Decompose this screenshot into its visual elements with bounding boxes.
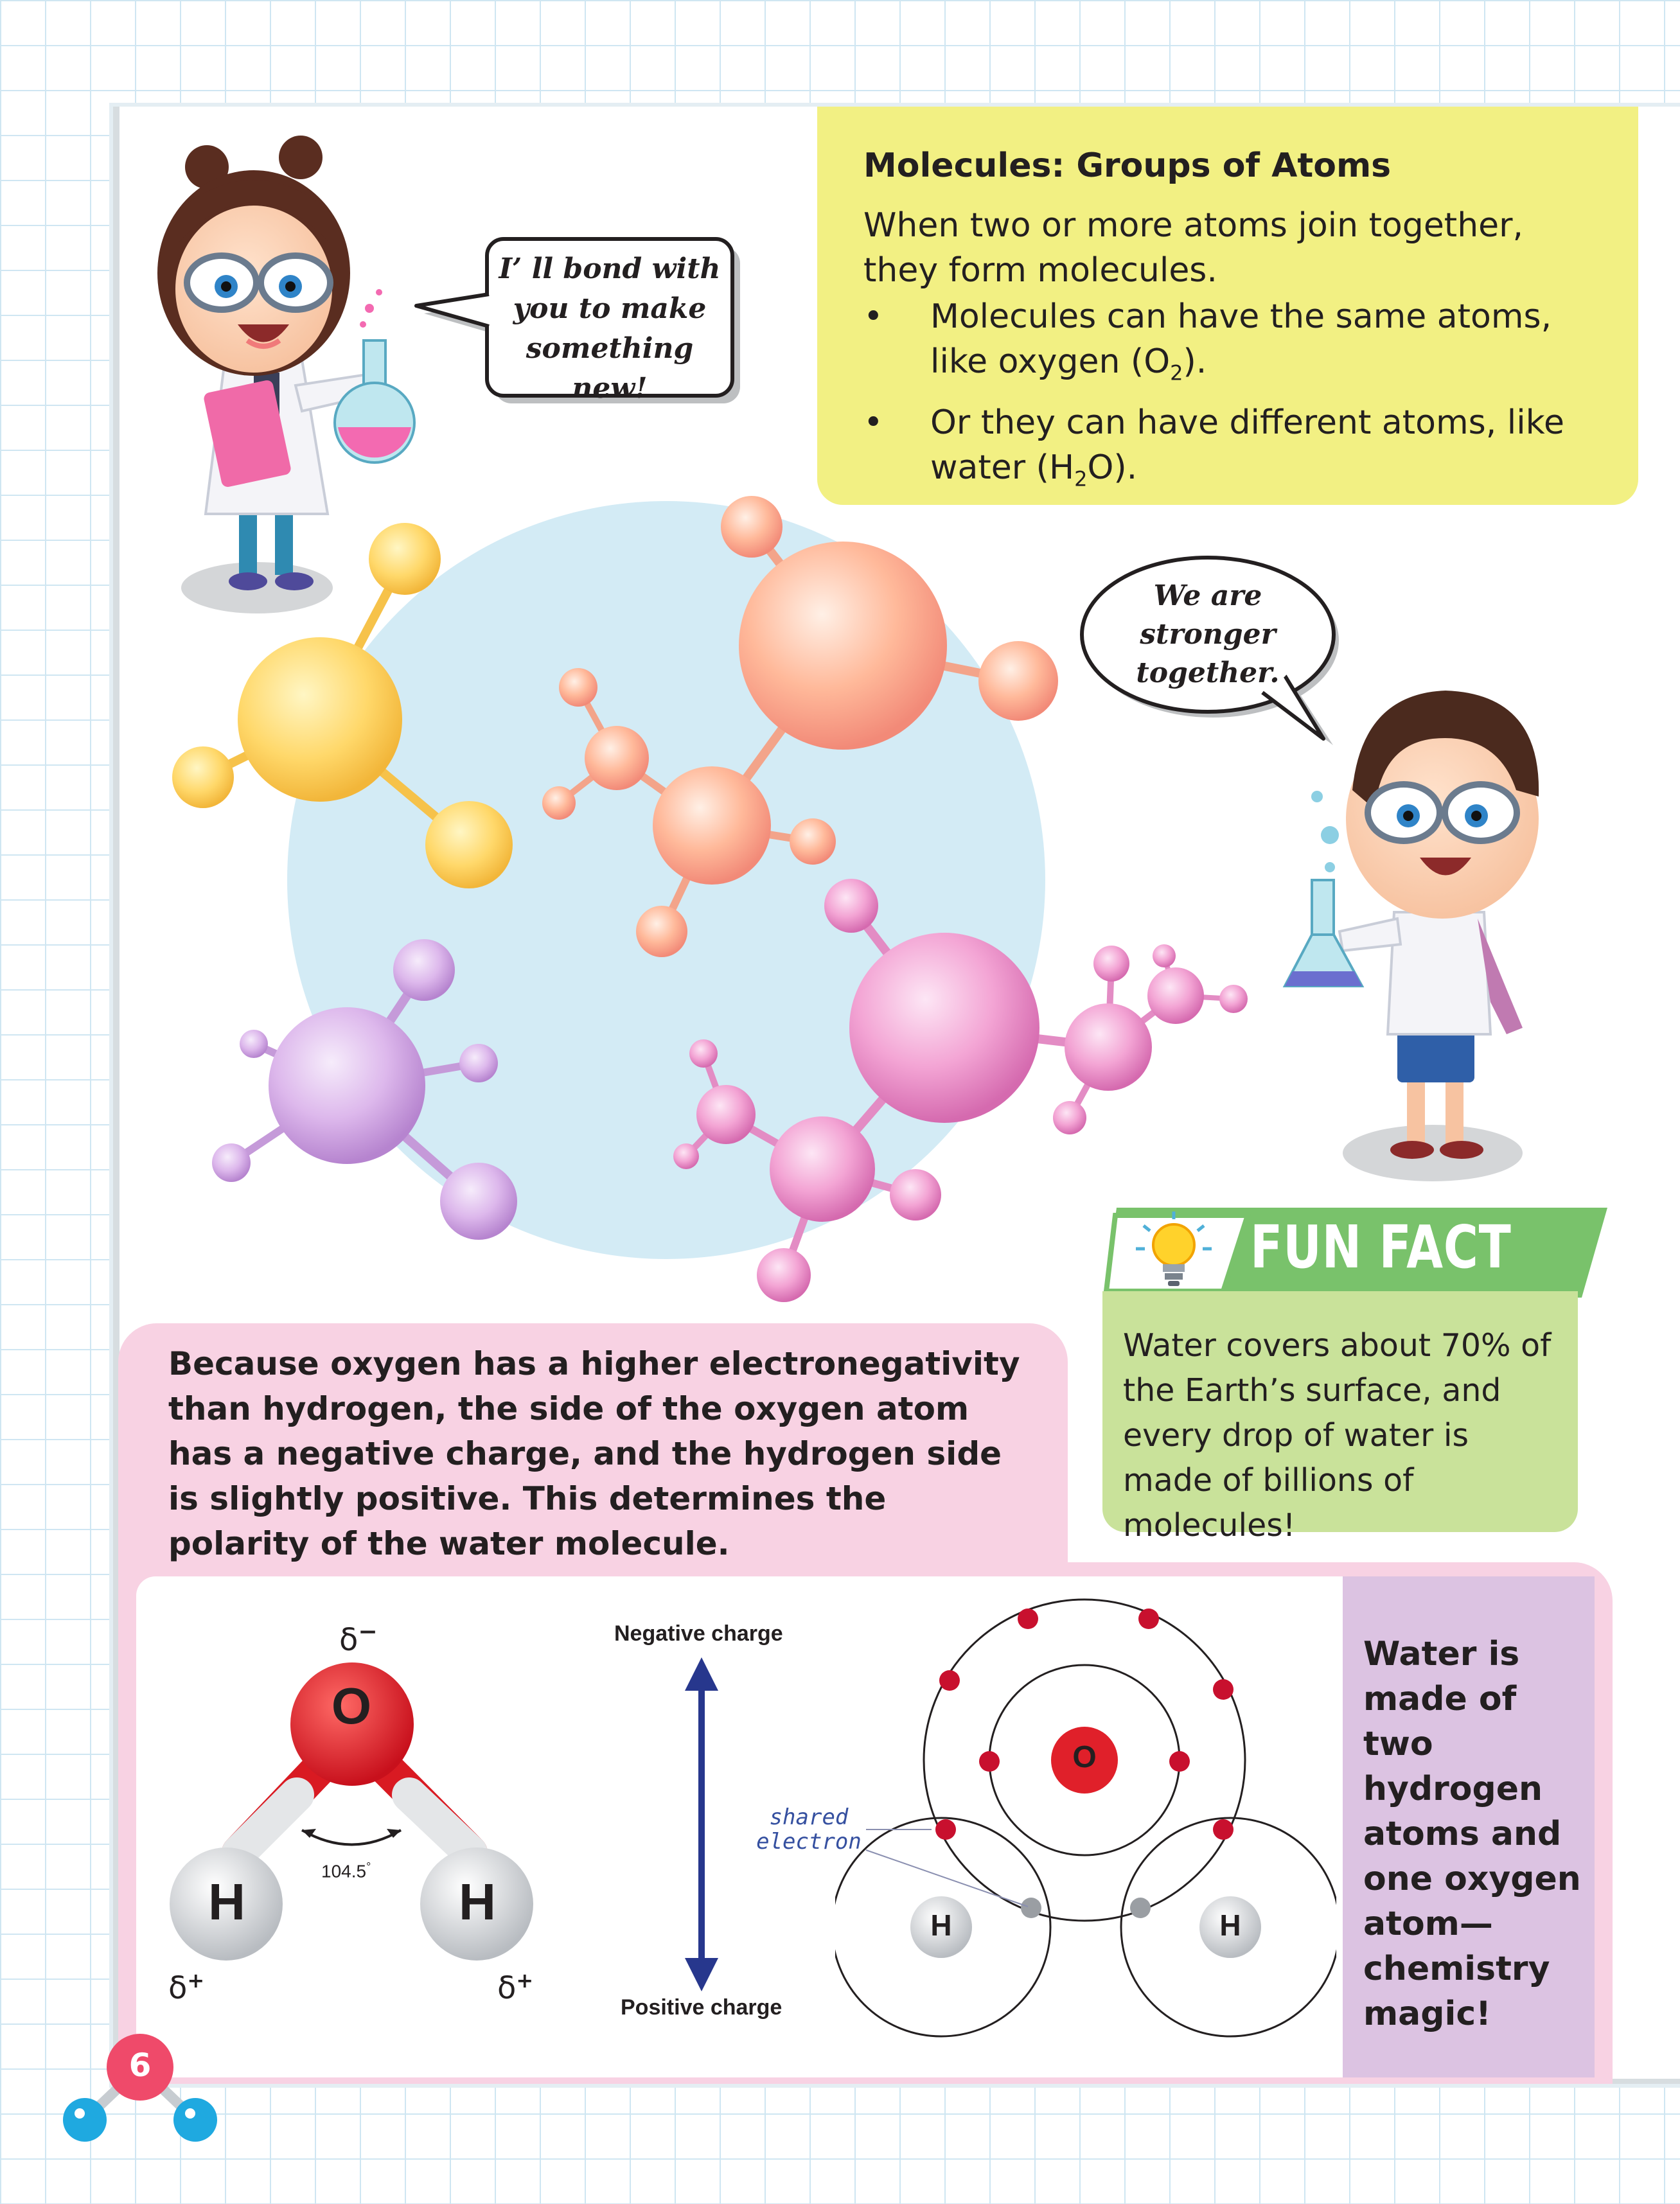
polarity-text: Because oxygen has a higher electronegativity than hydrogen, the side of the oxygen atom has a negative charge, and the hydrogen side is slightly positive. This determines the polarity of the water molecule. — [168, 1345, 1020, 1562]
delta-minus-label — [339, 1619, 378, 1658]
page-number: 6 — [128, 2047, 152, 2084]
electrons — [935, 1609, 1233, 1840]
bullet-dot: • — [863, 297, 883, 336]
shared-electron-right — [1130, 1898, 1151, 1918]
plus-sign: + — [187, 1968, 205, 1993]
shared-label-line: electron — [756, 1829, 862, 1855]
delta-symbol: δ — [339, 1622, 358, 1658]
bullet-text: Or they can have different atoms, like water (H — [930, 403, 1564, 488]
bullet-text-end: ). — [1183, 342, 1207, 381]
bond-angle-arc — [302, 1830, 401, 1845]
info-title: Molecules: Groups of Atoms — [863, 146, 1392, 185]
boy-scientist-illustration — [1285, 691, 1539, 1181]
oxygen-nucleus-label: O — [1072, 1740, 1097, 1774]
delta-symbol: δ — [168, 1970, 188, 2006]
bullet-dot: • — [863, 403, 883, 443]
speech-line: you to make — [513, 292, 707, 325]
boy-speech-text — [1105, 577, 1311, 692]
charge-arrow — [681, 1657, 722, 1991]
speech-line: something new! — [526, 332, 694, 405]
info-intro: When two or more atoms join together, they form molecules. — [863, 206, 1524, 290]
plus-sign: + — [516, 1968, 534, 1993]
summary-text: Water is made of two hydrogen atoms and one oxygen atom—chemistry magic! — [1363, 1635, 1581, 2033]
speech-line: stronger — [1140, 618, 1276, 651]
negative-charge-label: Negative charge — [614, 1621, 783, 1646]
oxygen-symbol: O — [331, 1677, 372, 1734]
bullet-text: Molecules can have the same atoms, like oxygen (O — [930, 297, 1552, 381]
degree-symbol: ° — [366, 1860, 371, 1873]
positive-charge-label: Positive charge — [621, 1995, 783, 2020]
subscript: 2 — [1074, 466, 1088, 491]
subscript: 2 — [1170, 360, 1183, 385]
shared-electron-label — [754, 1805, 863, 1854]
hydrogen-symbol-right: H — [459, 1873, 496, 1930]
fun-fact-box — [1102, 1291, 1578, 1544]
polarity-callout — [118, 1323, 1068, 1567]
angle-value: 104.5 — [321, 1861, 367, 1882]
shared-label-line: shared — [769, 1804, 849, 1830]
hydrogen-symbol-left: H — [208, 1873, 245, 1930]
delta-plus-label-left — [168, 1968, 204, 2006]
speech-line: together. — [1136, 657, 1280, 689]
speech-line: I’ ll bond with — [499, 252, 721, 285]
hydrogen-nucleus-label-right: H — [1219, 1909, 1241, 1942]
girl-speech-text — [493, 249, 726, 409]
delta-symbol: δ — [497, 1970, 517, 2006]
page-number-badge — [58, 2023, 225, 2152]
minus-sign: − — [358, 1619, 378, 1645]
hydrogen-nucleus-label-left: H — [930, 1909, 952, 1942]
fun-fact-heading: FUN FACT — [1250, 1213, 1512, 1282]
fun-fact-text: Water covers about 70% of the Earth’s surface, and every drop of water is made of billions of molecules! — [1123, 1327, 1552, 1544]
shared-electron-left — [1021, 1898, 1041, 1918]
delta-plus-label-right — [497, 1968, 533, 2006]
electron-shell-diagram — [835, 1587, 1336, 2062]
speech-line: We are — [1153, 579, 1262, 612]
bond-angle-label — [321, 1860, 371, 1882]
bullet-text-end: O). — [1087, 448, 1138, 488]
